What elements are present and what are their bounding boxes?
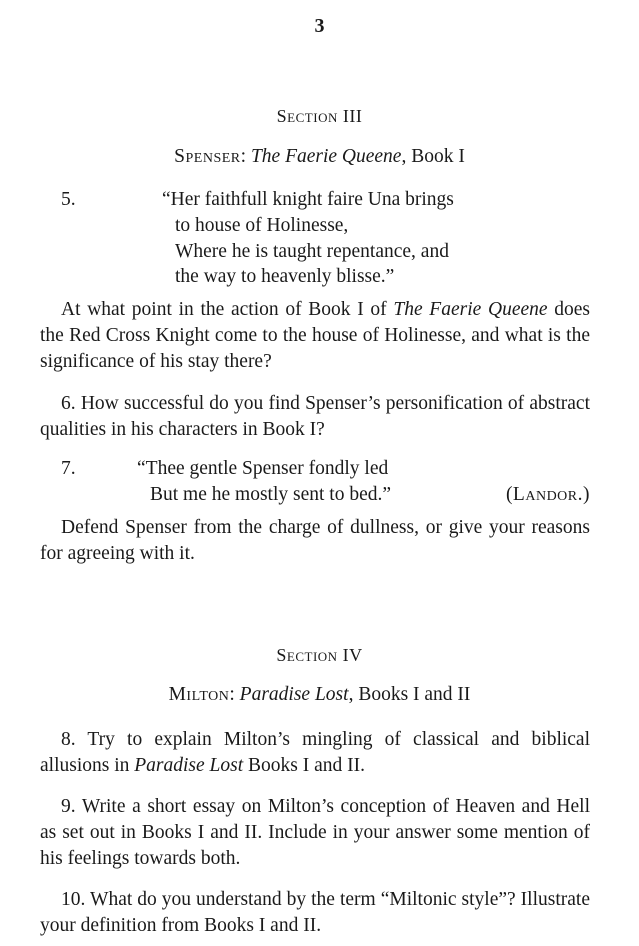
question-7-attribution: (Landor.) [505,484,590,505]
page-number: 3 [314,15,325,37]
section-3-heading: Section III [276,106,363,126]
section-4-subtitle-rest: , Books I and II [348,684,471,705]
question-8-text-work: Paradise Lost [134,755,244,776]
question-8-text-after: Books I and II. [243,755,366,776]
question-5-text-before: At what point in the action of Book I of [61,299,394,320]
question-7-text: Defend Spenser from the charge of dullness, or give your reasons for agreeing with it. [40,517,590,564]
question-10 [40,887,590,939]
section-4-subtitle-sep: : [229,684,240,705]
question-10-number: 10. [61,889,86,910]
question-9 [40,794,590,872]
question-10-text: What do you understand by the term “Miltonic style”? Illustrate your definition from Books I and II. [40,889,590,936]
section-3-subtitle-sep: : [240,146,251,167]
section-4-heading: Section IV [276,645,363,665]
question-5-number: 5. [61,189,76,210]
question-6-number: 6. [61,393,76,414]
section-3-subtitle [0,146,639,168]
section-4-author: Milton [168,684,230,705]
question-7-quote-line-2: But me he mostly sent to bed.” [150,484,392,505]
section-4-work: Paradise Lost [239,684,349,705]
question-9-number: 9. [61,796,76,817]
question-5-text-work: The Faerie Queene [393,299,548,320]
question-8-text-before: Try to explain Milton’s mingling of classical and biblical allusions in [40,729,591,776]
question-5-quote-line-1: “Her faithfull knight faire Una brings [162,189,454,210]
question-5-quote-line-2: to house of Holinesse, [175,215,349,236]
question-5-text-after: does the Red Cross Knight come to the house of Holinesse, and what is the significance of his stay there? [40,299,590,372]
section-3-subtitle-rest: , Book I [401,146,465,167]
question-8 [40,727,590,779]
question-5-quote-line-3: Where he is taught repentance, and [175,241,449,262]
question-7-number: 7. [61,458,76,479]
section-3-author: Spenser [174,146,241,167]
question-6-text: How successful do you find Spenser’s personification of abstract qualities in his characters in Book I? [40,393,591,440]
question-7-quote-line-1: “Thee gentle Spenser fondly led [137,458,389,479]
question-6 [40,391,590,443]
section-3-work: The Faerie Queene [250,146,402,167]
question-9-text: Write a short essay on Milton’s conception of Heaven and Hell as set out in Books I and II. Include in your answer some mention of his feelings towards both. [40,796,590,869]
question-8-number: 8. [61,729,76,750]
section-4-subtitle [0,684,639,706]
question-5-quote-line-4: the way to heavenly blisse.” [175,266,395,287]
question-5-text [40,297,590,375]
